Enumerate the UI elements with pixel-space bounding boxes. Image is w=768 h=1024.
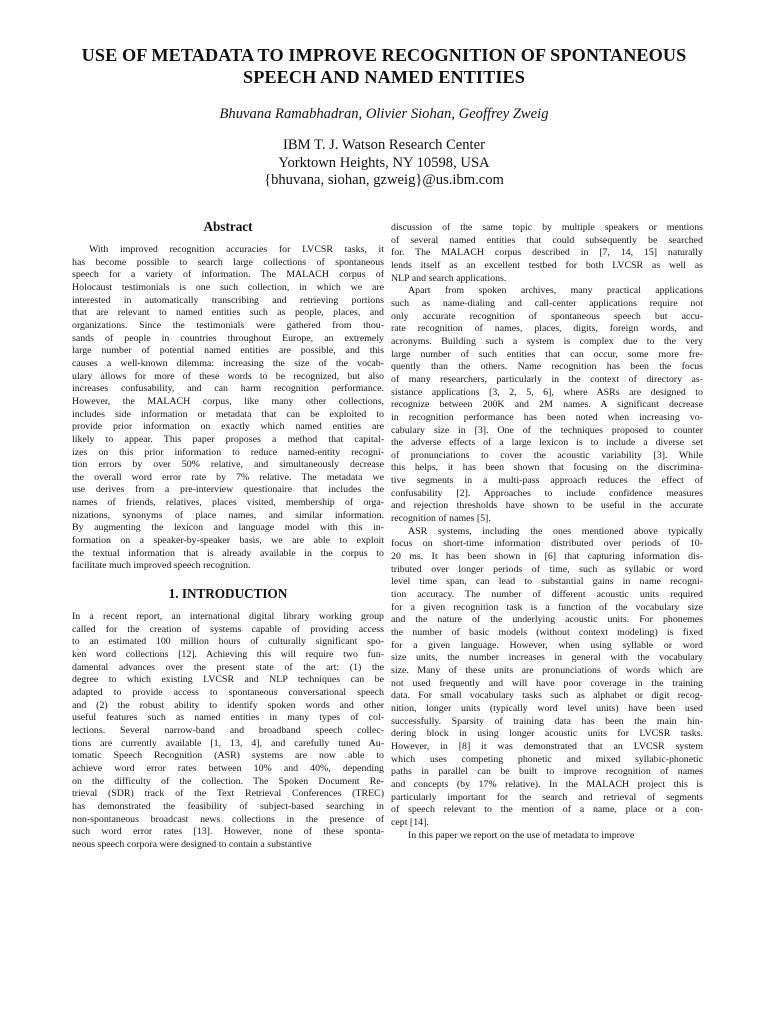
paragraph xyxy=(391,285,703,525)
text-line: size units, the number increases in general with the vocabulary xyxy=(391,652,703,664)
text-line: such word error rates [13]. However, none of these sponta- xyxy=(72,826,384,838)
affiliation-email: {bhuvana, siohan, gzweig}@us.ibm.com xyxy=(264,172,504,188)
abstract-heading: Abstract xyxy=(203,219,253,234)
author-list: Bhuvana Ramabhadran, Olivier Siohan, Geoffrey Zweig xyxy=(219,106,549,122)
text-line: speech for a variety of information. The MALACH corpus of xyxy=(72,269,384,281)
text-line: discussion of the same topic by multiple speakers or mentions xyxy=(391,222,703,233)
text-line: for a given recognition task is a function of the vocabulary size xyxy=(391,601,703,613)
text-line: the textual information that is already available in the corpus to xyxy=(72,547,384,559)
text-line: the adverse effects of a large lexicon is to include a diverse set xyxy=(391,437,703,449)
text-line: which uses competing phonetic and mixed syllabic-phonetic xyxy=(391,753,703,765)
affiliation-org: IBM T. J. Watson Research Center xyxy=(283,137,485,153)
text-line: In this paper we report on the use of metadata to improve xyxy=(408,829,635,841)
title-line: SPEECH AND NAMED ENTITIES xyxy=(243,67,525,87)
text-line: large number of such entities that can occur, some more fre- xyxy=(391,348,703,360)
text-line: recognition of names [5]. xyxy=(391,513,491,525)
text-line: lends itself as an excellent testbed for both LVCSR as well as xyxy=(391,259,703,271)
text-line: recognize between 200K and 2M names. A significant decrease xyxy=(391,399,703,411)
text-line: of many researchers, particularly in the context of directory as- xyxy=(391,373,703,385)
text-line: includes side information or metadata that can be exploited to xyxy=(72,408,384,420)
text-line: sistance applications [3, 2, 5, 6], where ASRs are designed to xyxy=(391,386,703,398)
title-line: USE OF METADATA TO IMPROVE RECOGNITION OF SPONTANEOUS xyxy=(81,45,687,65)
text-line: tions are currently available [1, 13, 4], and carefully tuned Au- xyxy=(72,737,384,749)
text-line: that are relevant to named entities such as people, places, and xyxy=(72,307,384,319)
text-line: tion accuracy. The number of different acoustic units required xyxy=(391,589,703,601)
text-line: ken word collections [12]. Achieving this will require two fun- xyxy=(72,649,384,661)
text-line: dering block in using longer acoustic units for LVCSR tasks. xyxy=(391,728,703,740)
text-line: for a given language. However, when using syllable or word xyxy=(391,639,703,651)
text-line: However, in [8] it was demonstrated that an LVCSR system xyxy=(391,740,703,752)
text-line: nition, longer units (typically word level units) have been used xyxy=(391,702,703,714)
text-line: 20 ms. It has been shown in [6] that capturing information dis- xyxy=(391,551,703,563)
text-line: only accurate recognition of spontaneous speech but accu- xyxy=(391,310,703,322)
text-line: data. For small vocabulary tasks such as alphabet or digit recog- xyxy=(391,690,703,702)
text-line: and rejection thresholds have shown to be useful in the accurate xyxy=(391,500,703,512)
text-line: has demonstrated the feasibility of subject-based searching in xyxy=(72,800,384,812)
text-line: paths in parallel can be built to improve recognition of names xyxy=(391,766,703,778)
text-line: By augmenting the lexicon and language model with this in- xyxy=(72,522,384,534)
text-line: of speech relevant to the mention of a name, place or a con- xyxy=(391,804,703,816)
text-line: tomatic Speech Recognition (ASR) systems are now able to xyxy=(72,750,384,762)
text-line: for. The MALACH corpus described in [7, 14, 15] naturally xyxy=(391,247,703,259)
text-line: acronyms. Building such a system is complex due to the very xyxy=(391,335,703,347)
text-line: in recognition performance has been noted when increasing vo- xyxy=(391,411,703,423)
text-line: names of friends, relatives, places visited, membership of orga- xyxy=(72,497,384,509)
text-line: cabulary size in [3]. One of the techniques proposed to counter xyxy=(391,424,703,436)
text-line: quently than the others. Name recognition has been the focus xyxy=(391,361,703,373)
text-line: tributed over longer periods of time, such as syllabic or word xyxy=(391,563,703,575)
text-line: formation on a speaker-by-speaker basis, we are able to exploit xyxy=(72,535,384,547)
affiliation xyxy=(40,137,728,190)
text-line: izes on this prior information to reduce named-entity recogni- xyxy=(72,446,384,458)
text-line: However, the MALACH corpus, like many other collections, xyxy=(72,395,384,407)
text-line: of pronunciations to cover the acoustic variability [3]. While xyxy=(391,449,703,461)
text-line: damental advances over the present state of the art: (1) the xyxy=(72,661,384,673)
text-line: to an estimated 100 million hours of culturally significant spo- xyxy=(72,636,384,648)
text-line: called for the creation of systems capable of providing access xyxy=(72,623,384,635)
text-line: such as name-dialing and call-center applications require not xyxy=(391,297,703,309)
text-line: cept [14]. xyxy=(391,816,429,828)
text-line: neous speech corpora were designed to contain a substantive xyxy=(72,838,312,850)
left-column xyxy=(72,219,384,852)
text-line: lections. Several narrow-band and broadband speech collec- xyxy=(72,724,384,736)
text-line: rate recognition of names, places, digits, foreign words, and xyxy=(391,323,703,335)
text-line: likely to appear. This paper proposes a method that capital- xyxy=(72,433,384,445)
text-line: nizations, synonyms of place names, and similar information. xyxy=(72,509,384,521)
text-line: and concepts (by 17% relative). In the MALACH project this is xyxy=(391,778,703,790)
text-line: non-spontaneous broadcast news collections in the presence of xyxy=(72,813,384,825)
text-line: large number of potential named entities are possible, and this xyxy=(72,345,384,357)
text-line: ASR systems, including the ones mentioned above typically xyxy=(408,525,703,537)
paragraph xyxy=(391,830,703,843)
paragraph xyxy=(391,526,703,830)
text-line: degree to which existing LVCSR and NLP techniques can be xyxy=(72,674,384,686)
text-line: has become possible to search large collections of spontaneous xyxy=(72,256,384,268)
right-column xyxy=(391,222,703,842)
text-line: particularly important for the search and retrieval of segments xyxy=(391,791,703,803)
text-line: Holocaust testimonials is one such collection, in which we are xyxy=(72,281,384,293)
text-line: on the difficulty of the collection. The Spoken Document Re- xyxy=(72,775,384,787)
introduction-body xyxy=(72,611,384,851)
text-line: the number of basic models (without context modeling) is fixed xyxy=(391,627,703,638)
text-line: use derives from a pre-interview questionaire that includes the xyxy=(72,484,384,496)
text-line: Apart from spoken archives, many practical applications xyxy=(408,285,703,297)
text-line: provide prior information on exactly which named entities are xyxy=(72,421,384,433)
text-line: achieve word error rates between 10% and 40%, depending xyxy=(72,762,384,774)
text-line: useful features such as named entities in many types of col- xyxy=(72,712,384,724)
text-line: increases confusability, and can harm recognition performance. xyxy=(72,383,384,395)
text-line: adapted to provide access to spontaneous conversational speech xyxy=(72,687,384,698)
text-line: and (2) the robust ability to identify spoken words and other xyxy=(72,699,384,711)
text-line: NLP and search applications. xyxy=(391,272,507,284)
text-line: causes a well-known dilemma: increasing the size of the vocab- xyxy=(72,357,384,369)
text-line: tion errors by over 50% relative, and simultaneously decrease xyxy=(72,459,384,471)
text-line: organizations. Since the testimonials were gathered from thou- xyxy=(72,319,384,331)
text-line: interested in automatically transcribing and retrieving portions xyxy=(72,294,384,306)
text-line: this helps, it has been shown that focusing on the discrimina- xyxy=(391,462,703,474)
abstract-body xyxy=(72,244,384,573)
text-line: not used frequently and will have poor coverage in the training xyxy=(391,677,703,689)
text-line: With improved recognition accuracies for LVCSR tasks, it xyxy=(89,244,384,255)
paper-title xyxy=(40,44,728,88)
text-line: focus on short-time information distributed over periods of 10- xyxy=(391,538,703,550)
text-line: successfully. Sparsity of training data has been the main hin- xyxy=(391,715,703,727)
text-line: the overall word error rate by 7% relative. The metadata we xyxy=(72,471,384,483)
text-line: facilitate much improved speech recognition. xyxy=(72,560,251,572)
text-line: and the nature of the underlying acoustic units. For phonemes xyxy=(391,614,703,626)
text-line: tive segments in a multi-pass approach reduces the effect of xyxy=(391,475,703,487)
text-line: size. Many of these units are pronunciations of words which are xyxy=(391,664,703,676)
text-line: confusability [2]. Approaches to include confidence measures xyxy=(391,487,703,499)
text-line: sands of people in countries throughout Europe, an extremely xyxy=(72,332,384,344)
affiliation-city: Yorktown Heights, NY 10598, USA xyxy=(278,154,490,171)
text-line: ulary allows for more of these words to be recognized, but also xyxy=(72,370,384,382)
text-line: level time span, can lead to substantial gains in name recogni- xyxy=(391,576,703,588)
text-line: of several named entities that could subsequently be searched xyxy=(391,234,703,246)
introduction-heading: 1. INTRODUCTION xyxy=(168,586,288,602)
text-line: In a recent report, an international digital library working group xyxy=(72,611,384,623)
paragraph xyxy=(391,222,703,285)
text-line: trieval (SDR) track of the Text Retrieval Conferences (TREC) xyxy=(72,788,384,800)
